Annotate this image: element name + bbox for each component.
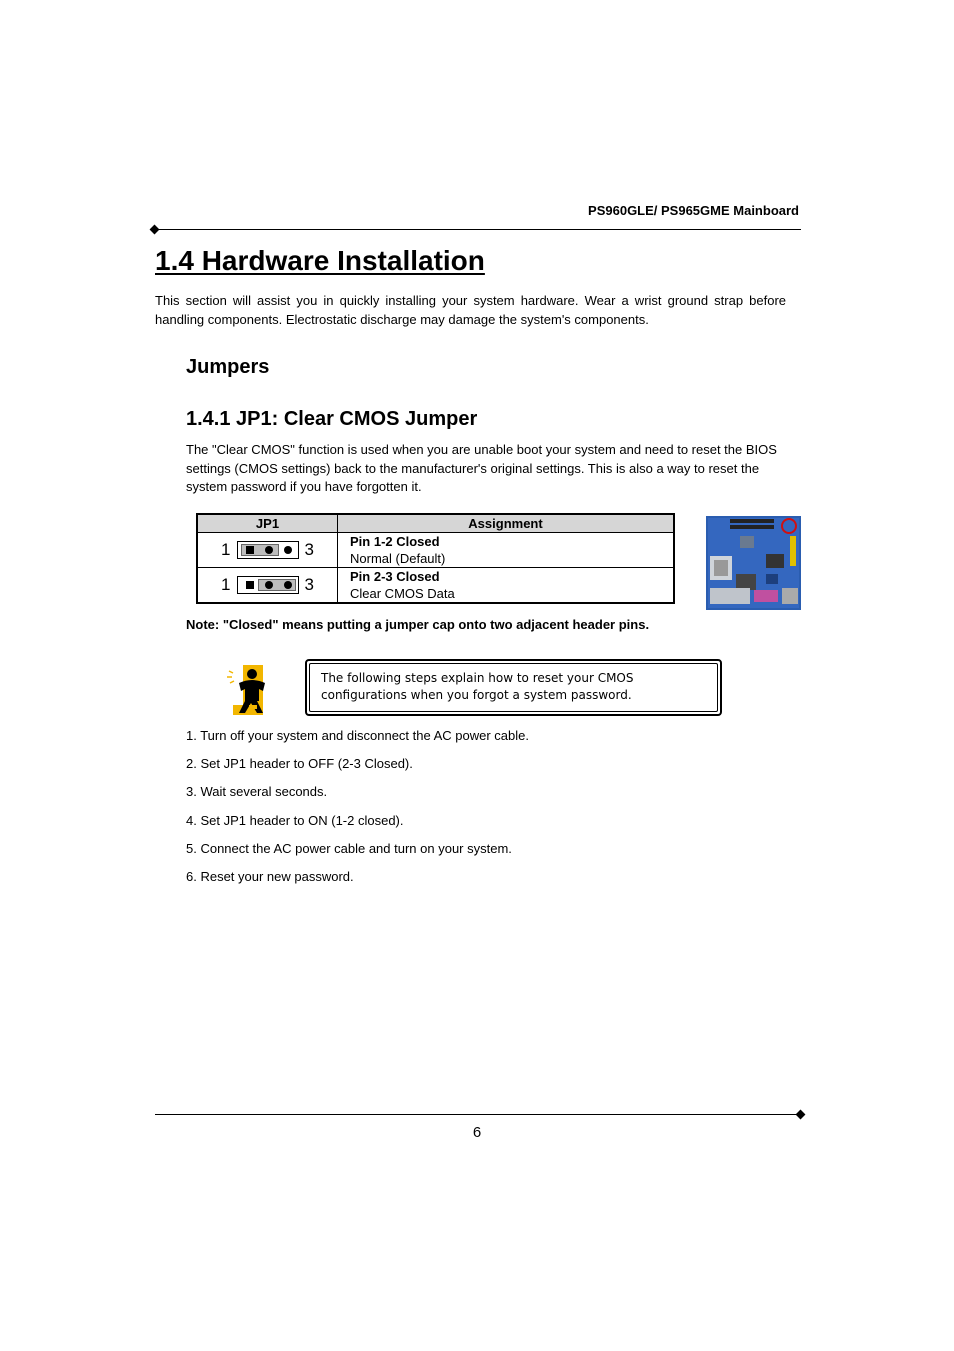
jp1-description: The "Clear CMOS" function is used when you are unable boot your system and need to reset the BIOS settings (CMOS settings) back to the manufacturer's original settings. This is also a way to reset the system password if you have forgotten it. xyxy=(186,442,777,494)
list-item: 6. Reset your new password. xyxy=(186,868,354,884)
jumpers-heading: Jumpers xyxy=(186,356,270,378)
assignment-cell xyxy=(338,568,675,604)
list-item: 5. Connect the AC power cable and turn on your system. xyxy=(186,840,512,856)
assignment-column-header: Assignment xyxy=(338,514,675,533)
list-item: 1. Turn off your system and disconnect the AC power cable. xyxy=(186,728,530,743)
jumper-diagram-cell xyxy=(197,568,338,604)
header-title: PS960GLE/ PS965GME Mainboard xyxy=(588,203,799,218)
jumper-diagram-cell xyxy=(197,533,338,568)
jumper-note: Note: "Closed" means putting a jumper cap onto two adjacent header pins. xyxy=(186,617,650,632)
caution-man-icon xyxy=(225,661,273,717)
section-intro: This section will assist you in quickly installing your system hardware. Wear a wrist ground strap before handling components. Electrostatic discharge may damage the system's components. xyxy=(155,293,786,327)
mainboard-photo-icon xyxy=(706,516,801,610)
jp1-heading: 1.4.1 JP1: Clear CMOS Jumper xyxy=(186,408,478,430)
footer-diamond-icon xyxy=(796,1110,806,1120)
section-title: 1.4 Hardware Installation xyxy=(155,245,485,276)
callout-text: The following steps explain how to reset your CMOS configurations when you forgot a system password. xyxy=(321,671,634,702)
jp1-column-header: JP1 xyxy=(197,514,338,533)
pin-label-right: 3 xyxy=(304,575,314,594)
list-item: 3. Wait several seconds. xyxy=(186,784,328,800)
jp1-table xyxy=(196,513,675,604)
jumper-2-3-closed-icon xyxy=(237,576,299,594)
header-rule xyxy=(155,229,801,230)
pin-label-left: 1 xyxy=(221,540,231,559)
pin-label-right: 3 xyxy=(304,540,314,559)
pin-label-left: 1 xyxy=(221,575,231,594)
list-item: 4. Set JP1 header to ON (1-2 closed). xyxy=(186,812,404,828)
table-row xyxy=(197,533,674,568)
footer-rule xyxy=(155,1114,801,1115)
callout-box xyxy=(305,659,722,716)
assignment-title: Pin 2-3 Closed xyxy=(350,569,440,584)
assignment-desc: Normal (Default) xyxy=(350,551,446,566)
list-item: 2. Set JP1 header to OFF (2-3 Closed). xyxy=(186,756,413,772)
table-row xyxy=(197,568,674,604)
jumper-1-2-closed-icon xyxy=(237,541,299,559)
reset-steps-list xyxy=(186,727,529,896)
assignment-cell xyxy=(338,533,675,568)
assignment-title: Pin 1-2 Closed xyxy=(350,534,440,549)
assignment-desc: Clear CMOS Data xyxy=(350,586,455,601)
page-number: 6 xyxy=(472,1124,482,1141)
